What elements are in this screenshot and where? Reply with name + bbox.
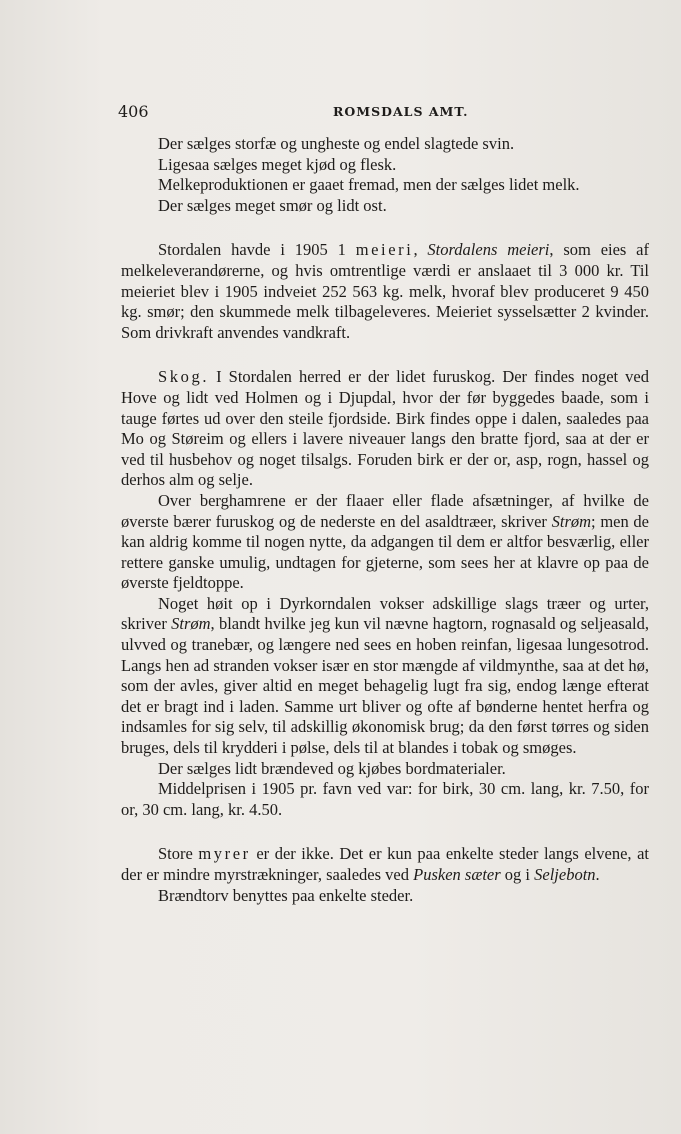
paragraph: Middelprisen i 1905 pr. favn ved var: for birk, 30 cm. lang, kr. 7.50, for or, 30 cm. lang, kr. 4.50. [121,779,649,819]
paragraph [121,240,649,343]
spaced-term: meieri [355,240,414,260]
italic-name: Strøm [171,614,211,634]
bog-section [121,844,649,906]
text-run: og i [500,865,535,884]
text-run: I Stordalen herred er der lidet furuskog. Der findes noget ved Hove og lidt ved Holmen og i Djupdal, hvor der før byggedes baade, som i tauge førtes ud over den steile fjordside. Birk findes oppe i dalen, saaledes paa Mo og Støreim og ellers i lavere niveauer langs den bratte fjord, saa at der er ved til husbehov og noget tilsalgs. Foruden birk er der or, asp, rogn, hassel og derhos alm og selje. [121,367,649,490]
italic-name: Strøm [551,511,592,531]
livestock-section [121,134,649,216]
body-text [121,134,649,906]
italic-name: Stordalens meieri [427,240,550,260]
text-run: Stordalen havde i 1905 1 [158,240,356,260]
text-run: , som eies af melkeleverandørerne, og hvis omtrentlige værdi er anslaaet til 3 000 kr. Til meieriet blev i 1905 indveiet 252 563 kg. melk, hvoraf blev produceret 9 450 kg. smør; den skummede melk tilbageleveres. Meieriet sysselsætter 2 kvinder. Som drivkraft anvendes vandkraft. [121,240,650,342]
text-run: Noget høit op i Dyrkorndalen vokser adskillige slags træer og urter, skriver [121,593,649,634]
text-run: ; men de kan aldrig komme til nogen nytte, da adgangen til dem er altfor besværlig, eller rettere ganske umulig, undtagen for gjeterne, som sees her at klavre op paa de øverste fjeldtoppe. [121,511,649,593]
page-header [118,102,638,124]
paragraph: Der sælges storfæ og ungheste og endel slagtede svin. [158,134,515,153]
paragraph [121,367,649,491]
text-run: Store [158,844,199,864]
text-run: er der ikke. Det er kun paa enkelte steder langs elvene, at der er mindre myrstrækninger, saaledes ved [121,844,649,884]
paragraph: Melkeproduktionen er gaaet fremad, men der sælges lidet melk. [158,175,580,195]
running-title: ROMSDALS AMT. [333,104,469,119]
section-heading: Skog. [158,367,210,387]
text-run: Over berghamrene er der flaaer eller flade afsætninger, af hvilke de øverste bærer furuskog og de nederste en del asaldtræer, skriver [121,490,649,531]
forest-section [121,367,649,820]
paragraph: Brændtorv benyttes paa enkelte steder. [158,885,414,905]
text-run: , blandt hvilke jeg kun vil nævne hagtorn, rognasald og seljeasald, ulvved og tranebær, og længere ned sees en hoben reinfan, ligesaa lungesotrod. Langs hen ad stranden vokser især en stor mængde af vildmynthe, saa at det hø, som der avles, giver altid en meget behagelig lugt fra sig, endog længe efterat det er bragt ind i laden. Samme urt bliver og ofte af bønderne hentet herfra og indsamles for sig selv, til adskillig økonomisk brug; da den først tørres og siden bruges, dels til krydderi i pølse, dels til at blandes i tobak og smøges. [121,614,649,758]
text-run: , [413,240,428,260]
italic-name: Pusken sæter [413,865,501,884]
text-run: . [595,865,600,884]
paragraph: Der sælges lidt brændeved og kjøbes bordmaterialer. [158,758,506,778]
italic-name: Seljebotn [534,865,596,884]
dairy-section [121,240,649,343]
paragraph [121,491,649,594]
page-number: 406 [118,102,149,121]
paragraph [121,844,649,885]
spaced-term: myrer [198,844,251,864]
paragraph: Der sælges meget smør og lidt ost. [158,195,387,215]
paragraph [121,594,649,759]
paragraph: Ligesaa sælges meget kjød og flesk. [158,154,397,174]
